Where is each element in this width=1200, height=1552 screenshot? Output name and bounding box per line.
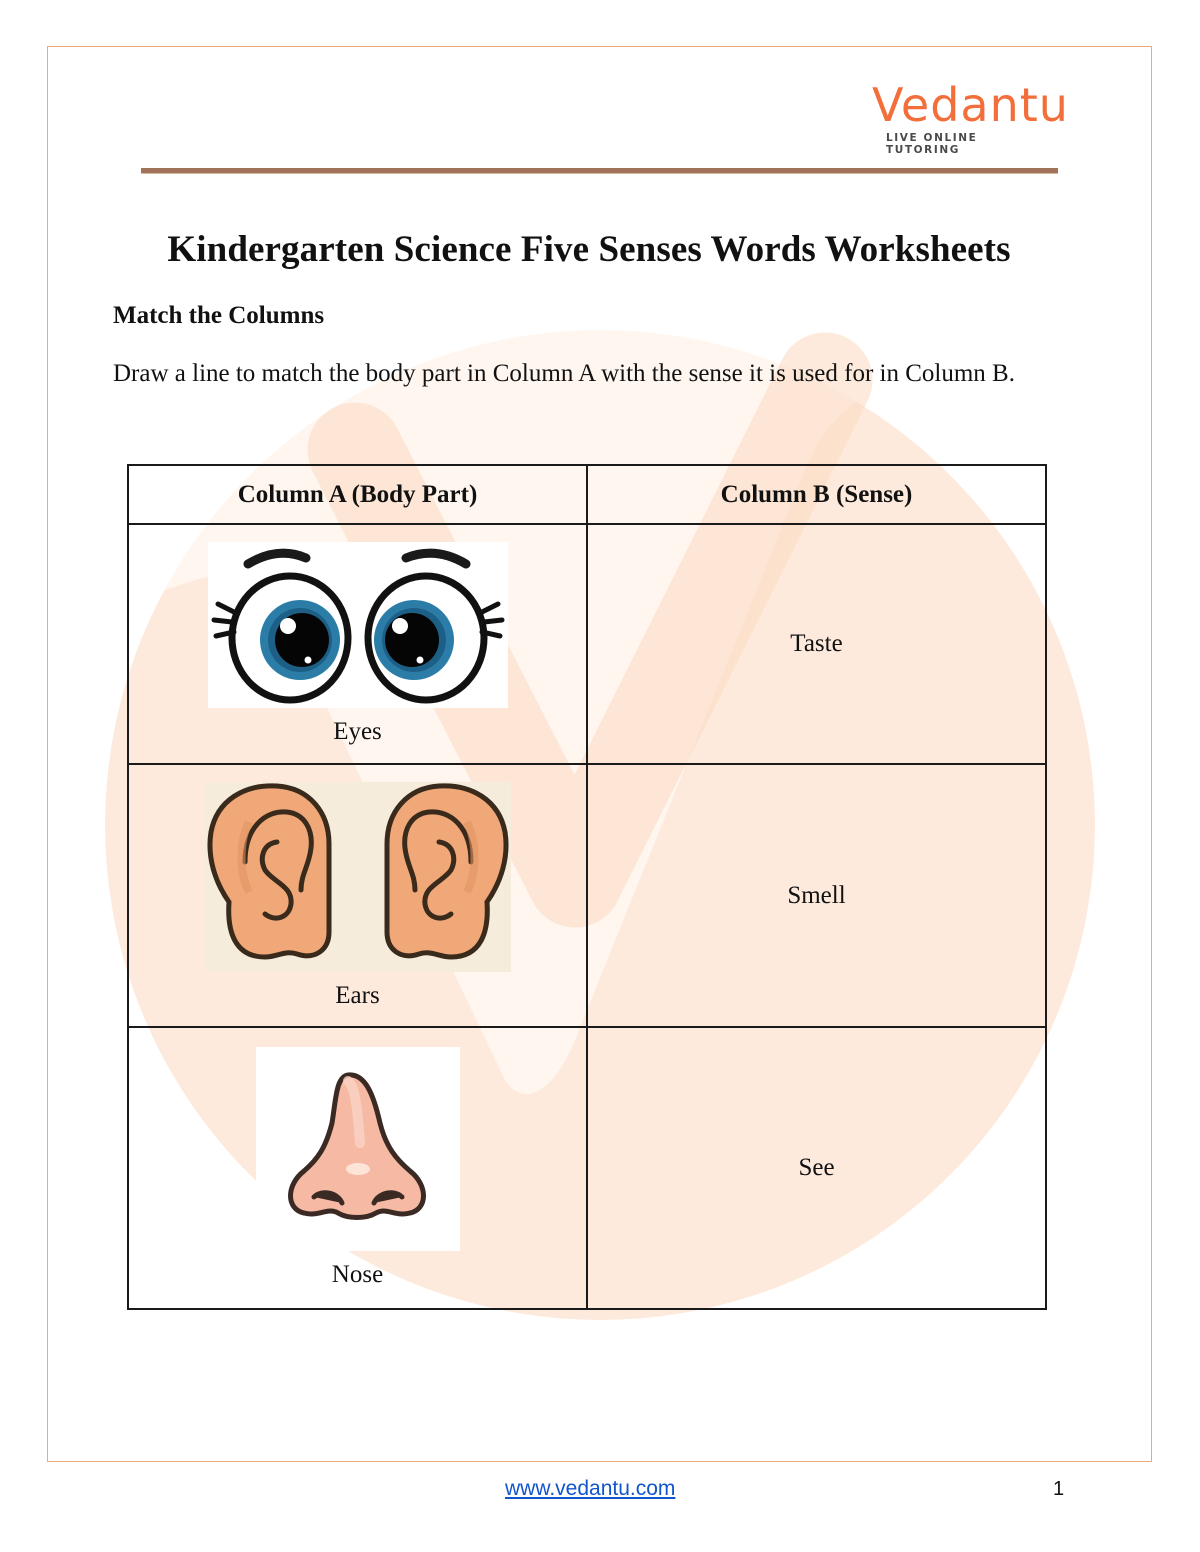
nose-icon bbox=[256, 1047, 460, 1251]
column-b-cell bbox=[587, 764, 1046, 1027]
body-part-label: Ears bbox=[335, 981, 380, 1009]
logo-wordmark: Vedantu bbox=[872, 78, 1069, 132]
page-number: 1 bbox=[1053, 1478, 1065, 1500]
column-a-cell bbox=[128, 1027, 587, 1309]
column-b-header: Column B (Sense) bbox=[587, 465, 1046, 524]
section-heading: Match the Columns bbox=[113, 302, 325, 329]
table-row bbox=[128, 1027, 1046, 1309]
match-columns-table bbox=[127, 464, 1047, 1310]
column-b-cell bbox=[587, 1027, 1046, 1309]
column-b-cell bbox=[587, 524, 1046, 764]
page-title: Kindergarten Science Five Senses Words Worksheets bbox=[167, 229, 1011, 270]
sense-label: Smell bbox=[787, 881, 846, 909]
instruction-text: Draw a line to match the body part in Column A with the sense it is used for in Column B. bbox=[113, 360, 1015, 387]
body-part-label: Nose bbox=[331, 1261, 384, 1288]
sense-label: See bbox=[798, 1154, 835, 1181]
eyes-icon bbox=[208, 542, 508, 708]
column-a-cell bbox=[128, 764, 587, 1027]
column-a-cell bbox=[128, 524, 587, 764]
vedantu-logo bbox=[872, 78, 1069, 156]
body-part-label: Eyes bbox=[333, 718, 382, 745]
sense-label: Taste bbox=[790, 630, 843, 657]
column-a-header: Column A (Body Part) bbox=[128, 465, 587, 524]
logo-tagline: LIVE ONLINE TUTORING bbox=[886, 132, 978, 156]
header-divider bbox=[141, 168, 1058, 174]
table-header-row bbox=[128, 465, 1046, 524]
footer-website-link[interactable]: www.vedantu.com bbox=[505, 1477, 676, 1500]
table-row bbox=[128, 764, 1046, 1027]
table-row bbox=[128, 524, 1046, 764]
ears-icon bbox=[205, 782, 511, 972]
